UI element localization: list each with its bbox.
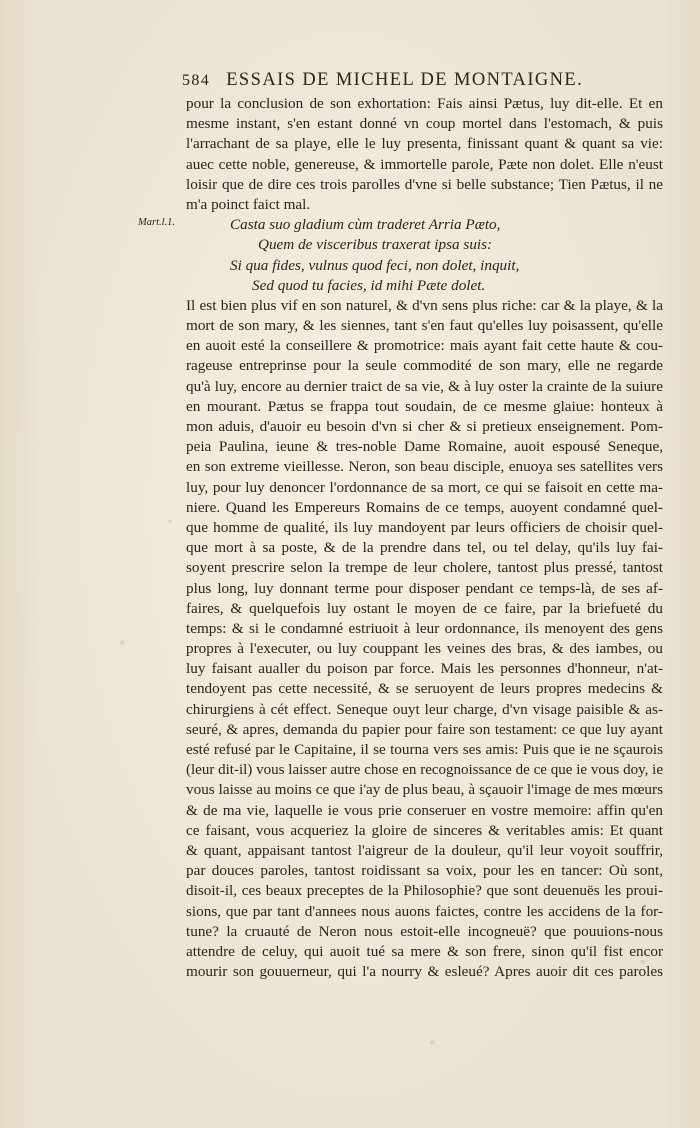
paper-speck [120,640,125,645]
text-line: mourir son gouuerneur, qui l'a nourry & esleué? Apres auoir dit ces paroles [186,963,663,981]
text-line: peia Paulina, ieune & tres-noble Dame Romaine, auoit espousé Seneque, [186,438,663,456]
text-line: loisir que de dire ces trois parolles d'vne si belle substance; Tien Pætus, il ne [186,175,663,193]
verse-line: Casta suo gladium cùm traderet Arria Pæto, [230,216,501,234]
text-line: pour la conclusion de son exhortation: Fais ainsi Pætus, luy dit-elle. Et en [186,95,663,112]
text-line: rageuse entreprinse pour la seule commodité de son mary, elle ne regarde [186,357,663,375]
text-line: faires, & quelquefois luy ostant le moyen de ce faire, par la briefueté du [186,599,663,617]
text-line: chirurgiens à cét effect. Seneque ouyt leur charge, d'vn visage paisible & as- [186,700,663,718]
text-line: m'a poinct faict mal. [186,195,311,213]
running-header [182,70,612,91]
body-text [186,94,663,982]
text-line: propres à l'executer, ou luy couppant les veines des bras, & des iambes, ou [186,640,663,658]
text-line: en mourant. Pætus se frappa tout soudain, de ce mesme glaiue: honteux à [186,397,663,415]
margin-citation: Mart.l.1. [138,217,176,228]
text-line: temps: & si le condamné estriuoit à leur ordonnance, ils menoyent des gens [186,619,663,637]
text-line: luy faisant aualler du poison par force. Mais les personnes d'honneur, n'at- [186,660,663,678]
text-line: que mort à sa poste, & de la prendre dans tel, ou tel delay, qu'ils luy fai- [186,539,663,557]
text-line: que homme de qualité, ils luy mandoyent par leurs officiers de choisir quel- [186,518,663,536]
text-line: tune? la cruauté de Neron nous estoit-elle incogneuë? que pouuions-nous [186,922,663,940]
text-line: qu'à luy, encore au dernier traict de sa vie, & à luy oster la crainte de la suiure [186,377,663,395]
verse-line: Sed quod tu facies, id mihi Pæte dolet. [252,276,486,294]
verse-line: Si qua fides, vulnus quod feci, non dolet, inquit, [230,256,520,274]
text-line: tendoyent pas cette necessité, & se seruoyent de leurs propres medecins & [186,680,663,698]
text-line: (leur dit-il) vous laisser autre chose en recognoissance de ce que ie vous doy, ie [186,762,663,779]
text-line: & quant, appaisant tantost l'aigreur de la douleur, qu'il leur voyoit souffrir, [186,841,663,859]
text-line: niere. Quand les Empereurs Romains de ce temps, auoyent condamné quel- [186,498,663,516]
text-line: Il est bien plus vif en son naturel, & d'vn sens plus riche: car & la playe, & la [186,296,663,314]
text-line: esté refusé par le Capitaine, il se tourna vers ses amis: Puis que ie ne sçaurois [186,741,663,758]
text-line: soyent prescrire selon la trempe de leur cholere, tantost plus pressé, tantost [186,559,663,577]
text-line: auec cette noble, genereuse, & immortelle parole, Pæte non dolet. Elle n'eust [186,155,663,173]
text-line: mort de son mary, & les siennes, tant s'en faut qu'elles luy poisassent, qu'elle [186,317,663,335]
text-line: & de ma vie, laquelle ie vous prie conseruer en vostre memoire: affin qu'en [186,801,663,819]
text-line: en son extreme vieillesse. Neron, son beau disciple, enuoya ses satellites vers [186,458,663,476]
text-line: ce faisant, vous acqueriez la gloire de sinceres & veritables amis: Et quant [186,821,663,839]
page-number: 584 [182,72,211,89]
text-line: attendre de celuy, qui auoit tué sa mere & son frere, sinon qu'il fist encor [186,942,663,960]
verse-line: Quem de visceribus traxerat ipsa suis: [258,236,493,254]
text-line: mesme instant, s'en estant donné vn coup mortel dans l'estomach, & puis [186,115,663,133]
text-line: seuré, & apres, demanda du papier pour faire son testament: ce que luy ayant [186,720,663,738]
text-line: mon aduis, d'auoir eu besoin d'vn si cher & si pretieux enseignement. Pom- [186,418,663,435]
text-line: plus long, luy donnant terme pour disposer pendant ce temps-là, de ses af- [186,579,663,597]
paper-speck [168,520,172,523]
running-title: ESSAIS DE MICHEL DE MONTAIGNE. [226,70,584,90]
text-line: disoit-il, ces beaux preceptes de la Philosophie? que sont deuenuës les proui- [186,882,663,900]
text-line: sions, que par tant d'annees nous auons faictes, contre les accidens de la for- [186,902,663,920]
text-line: l'arrachant de sa playe, elle le luy presenta, finissant quant & quant sa vie: [186,135,663,153]
text-line: en auoit esté la conseillere & promotrice: mais ayant fait cette haute & cou- [186,337,663,355]
text-line: luy, pour luy denoncer l'ordonnance de sa mort, ce qui se faisoit en cette ma- [186,478,663,496]
text-line: par douces paroles, tantost roidissant sa voix, pour les en tancer: Où sont, [186,862,663,880]
text-line: vous laisse au moins ce que i'ay de plus beau, à sçauoir l'image de mes mœurs [186,781,663,799]
paper-speck [430,1040,435,1045]
